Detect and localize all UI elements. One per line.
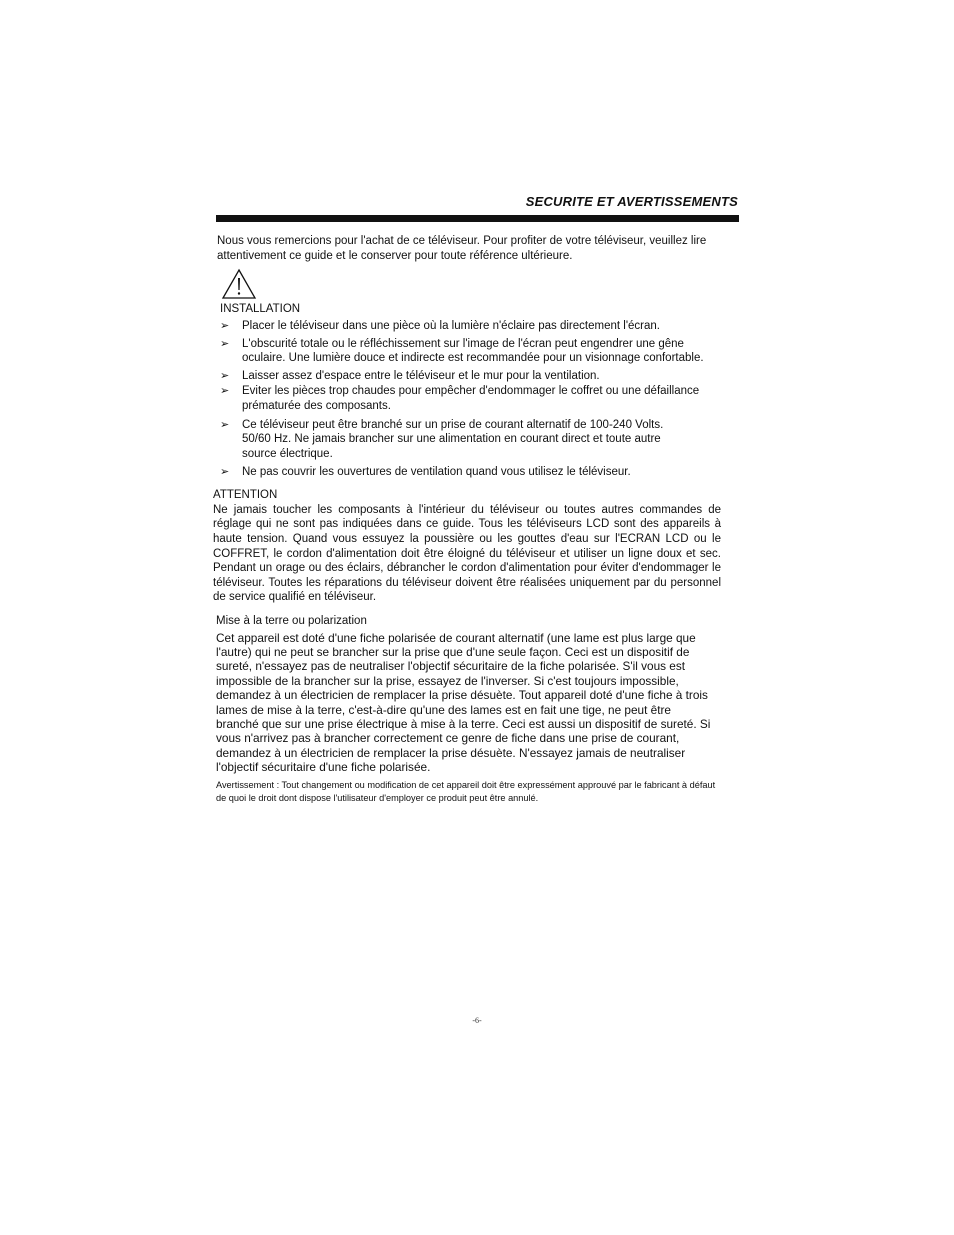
list-item-text: Ne pas couvrir les ouvertures de ventilation quand vous utilisez le téléviseur. <box>242 465 631 478</box>
page-title: SECURITE ET AVERTISSEMENTS <box>525 194 738 209</box>
title-rule <box>216 215 739 222</box>
list-item-text: L'obscurité totale ou le réfléchissement sur l'image de l'écran peut engendrer une gêne oculaire. Une lumière douce et indirecte est recommandée pour un visionnage confortable. <box>242 337 704 365</box>
arrow-bullet-icon: ➢ <box>220 319 230 332</box>
arrow-bullet-icon: ➢ <box>220 369 230 382</box>
list-item <box>216 384 728 413</box>
warning-triangle-icon <box>221 268 257 300</box>
page-number: -6- <box>472 1016 482 1025</box>
polarization-paragraph: Cet appareil est doté d'une fiche polarisée de courant alternatif (une lame est plus large que l'autre) qui ne peut se brancher sur la prise que d'une seule façon. Ceci est un dispositif de sureté, n'essayez pas de neutraliser l'objectif sécuritaire de la fiche polarisée. S'il vous est impossible de la brancher sur la prise, essayez de l'inverser. Si c'est toujours impossible, demandez à un électricien de remplacer la prise désuète. Tout appareil doté d'une fiche à trois lames de mise à la terre, c'est-à-dire qu'une des lames est en fait une tige, ne peut être branché que sur une prise électrique à mise à la terre. Ceci est aussi un dispositif de sureté. Si vous n'arrivez pas à brancher correctement ce genre de fiche dans une prise de courant, demandez à un électricien de remplacer la prise désuète. N'essayez jamais de neutraliser l'objectif sécuritaire d'une fiche polarisée. <box>216 630 711 775</box>
modification-notice: Avertissement : Tout changement ou modification de cet appareil doit être expressément approuvé par le fabricant à défaut de quoi le droit dont dispose l'utilisateur d'employer ce produit peut être annulé. <box>216 779 716 803</box>
arrow-bullet-icon: ➢ <box>220 465 230 478</box>
attention-heading: ATTENTION <box>213 489 278 502</box>
arrow-bullet-icon: ➢ <box>220 385 230 398</box>
list-item-text: Laisser assez d'espace entre le téléviseur et le mur pour la ventilation. <box>242 369 600 382</box>
list-item <box>216 418 694 462</box>
list-item-text: Eviter les pièces trop chaudes pour empêcher d'endommager le coffret ou une défaillance prématurée des composants. <box>242 385 700 412</box>
attention-paragraph: Ne jamais toucher les composants à l'intérieur du téléviseur ou toutes autres commandes de réglage qui ne sont pas indiquées dans ce guide. Tous les téléviseurs LCD sont des appareils à haute tension. Quand vous essuyez la poussière ou les gouttes d'eau sur l'ECRAN LCD ou le COFFRET, le cordon d'alimentation doit être éloigné du téléviseur et utiliser un ligne doux et sec. Pendant un orage ou des éclairs, débrancher le cordon d'alimentation pour éviter d'endommager le téléviseur. Toutes les réparations du téléviseur doivent être réalisées uniquement par du personnel de service qualifié en téléviseur. <box>213 503 721 604</box>
arrow-bullet-icon: ➢ <box>220 337 230 350</box>
installation-heading: INSTALLATION <box>220 303 301 316</box>
intro-paragraph: Nous vous remercions pour l'achat de ce téléviseur. Pour profiter de votre téléviseur, veuillez lire attentivement ce guide et le conserver pour toute référence ultérieure. <box>217 235 707 262</box>
installation-list <box>216 319 728 480</box>
list-item-text: Placer le téléviseur dans une pièce où la lumière n'éclaire pas directement l'écran. <box>242 319 660 332</box>
list-item <box>216 465 728 480</box>
arrow-bullet-icon: ➢ <box>220 418 230 431</box>
list-item-text: Ce téléviseur peut être branché sur un prise de courant alternatif de 100-240 Volts. 50/60 Hz. Ne jamais brancher sur une alimentation en courant direct et toute autre source électrique. <box>242 418 664 460</box>
document-body <box>213 234 728 805</box>
polarization-heading: Mise à la terre ou polarization <box>216 615 367 628</box>
list-item <box>216 369 728 384</box>
list-item <box>216 319 728 334</box>
list-item <box>216 337 728 366</box>
